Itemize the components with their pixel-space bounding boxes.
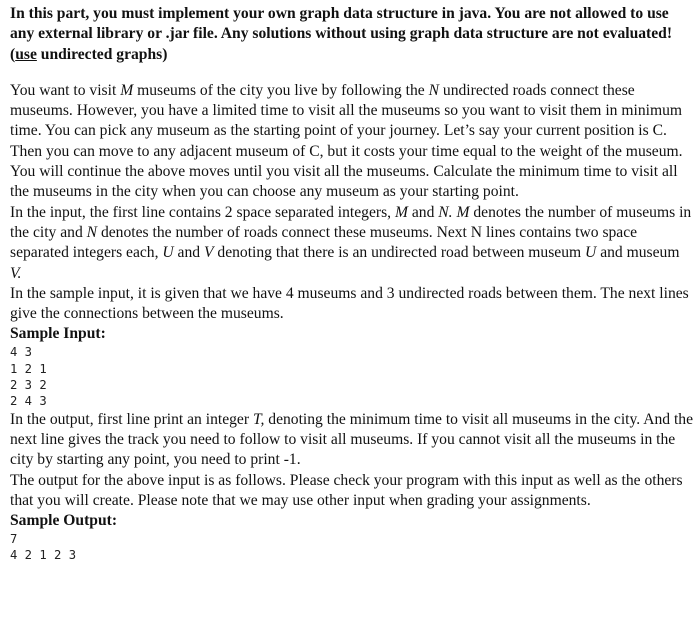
code-line: 2 4 3 (10, 394, 47, 409)
sample-input-heading: Sample Input: (10, 325, 106, 343)
text-run: You want to visit (10, 81, 121, 99)
text-run: museums of the city you live by following the (133, 81, 429, 99)
sample-input-block (10, 344, 694, 409)
var-m: M (394, 203, 408, 221)
var-v: V (203, 244, 214, 262)
paragraph-museums (10, 81, 694, 203)
assignment-document (10, 4, 694, 564)
var-n: N (86, 223, 98, 241)
code-line: 4 2 1 2 3 (10, 548, 77, 563)
text-run: and (407, 203, 439, 221)
code-line: 1 2 1 (10, 361, 47, 376)
intro-underlined-word: use (15, 45, 37, 63)
paragraph-output-format (10, 410, 694, 471)
paragraph-input-format (10, 203, 694, 284)
code-line: 4 3 (10, 345, 33, 360)
var-m: M (120, 81, 134, 99)
text-run: undirected roads connect these museums. However, you have a limited time to visit all the museums so you want to visit them in minimum time. You can pick any museum as the starting point of your journey. Let’s say your current position is C. Then you can move to any adjacent museum of C, but it costs your time equal to the weight of the museum. You will continue the above moves until you visit all the museums. Calculate the minimum time to visit all the museums in the city when you can choose any museum as your starting point. (10, 81, 683, 201)
var-t: T, (252, 410, 265, 428)
text-run: In the input, the first line contains 2 space separated integers, (10, 203, 395, 221)
var-v: V. (10, 264, 22, 282)
intro-text: In this part, you must implement your own graph data structure in java. You are not allowed to use any external library or .jar file. Any solutions without using graph data structure are not evaluated! ( (10, 5, 673, 63)
paragraph-output-note: The output for the above input is as follows. Please check your program with this input as well as the others that you will create. Please note that we may use other input when grading your assignments. (10, 471, 683, 509)
text-run: denotes the number of museums in the city and (10, 203, 692, 241)
text-run: In the output, first line print an integer (10, 410, 253, 428)
text-run: denoting the minimum time to visit all museums in the city. And the next line gives the track you need to follow to visit all museums. If you cannot visit all the museums in the city by starting any point, you need to print -1. (10, 410, 694, 469)
sample-output-heading: Sample Output: (10, 512, 118, 530)
intro-instructions (10, 4, 694, 65)
paragraph-sample-explanation: In the sample input, it is given that we have 4 museums and 3 undirected roads between them. The next lines give the connections between the museums. (10, 284, 689, 323)
output-description (10, 410, 694, 511)
text-run: and (173, 244, 204, 262)
code-line: 7 (10, 532, 18, 547)
var-u: U (162, 244, 174, 262)
spacer (10, 65, 694, 81)
text-run: and museum (596, 244, 680, 262)
text-run: denotes the number of roads connect these museums. Next N lines contains two space separated integers each, (10, 223, 638, 262)
text-run: denoting that there is an undirected road between museum (213, 244, 586, 262)
intro-tail: undirected graphs) (36, 45, 168, 63)
var-n: N (428, 81, 439, 99)
sample-output-block (10, 531, 694, 564)
var-u: U (585, 244, 597, 262)
var-n-m: N. M (438, 203, 470, 221)
problem-description (10, 81, 694, 325)
code-line: 2 3 2 (10, 378, 47, 393)
